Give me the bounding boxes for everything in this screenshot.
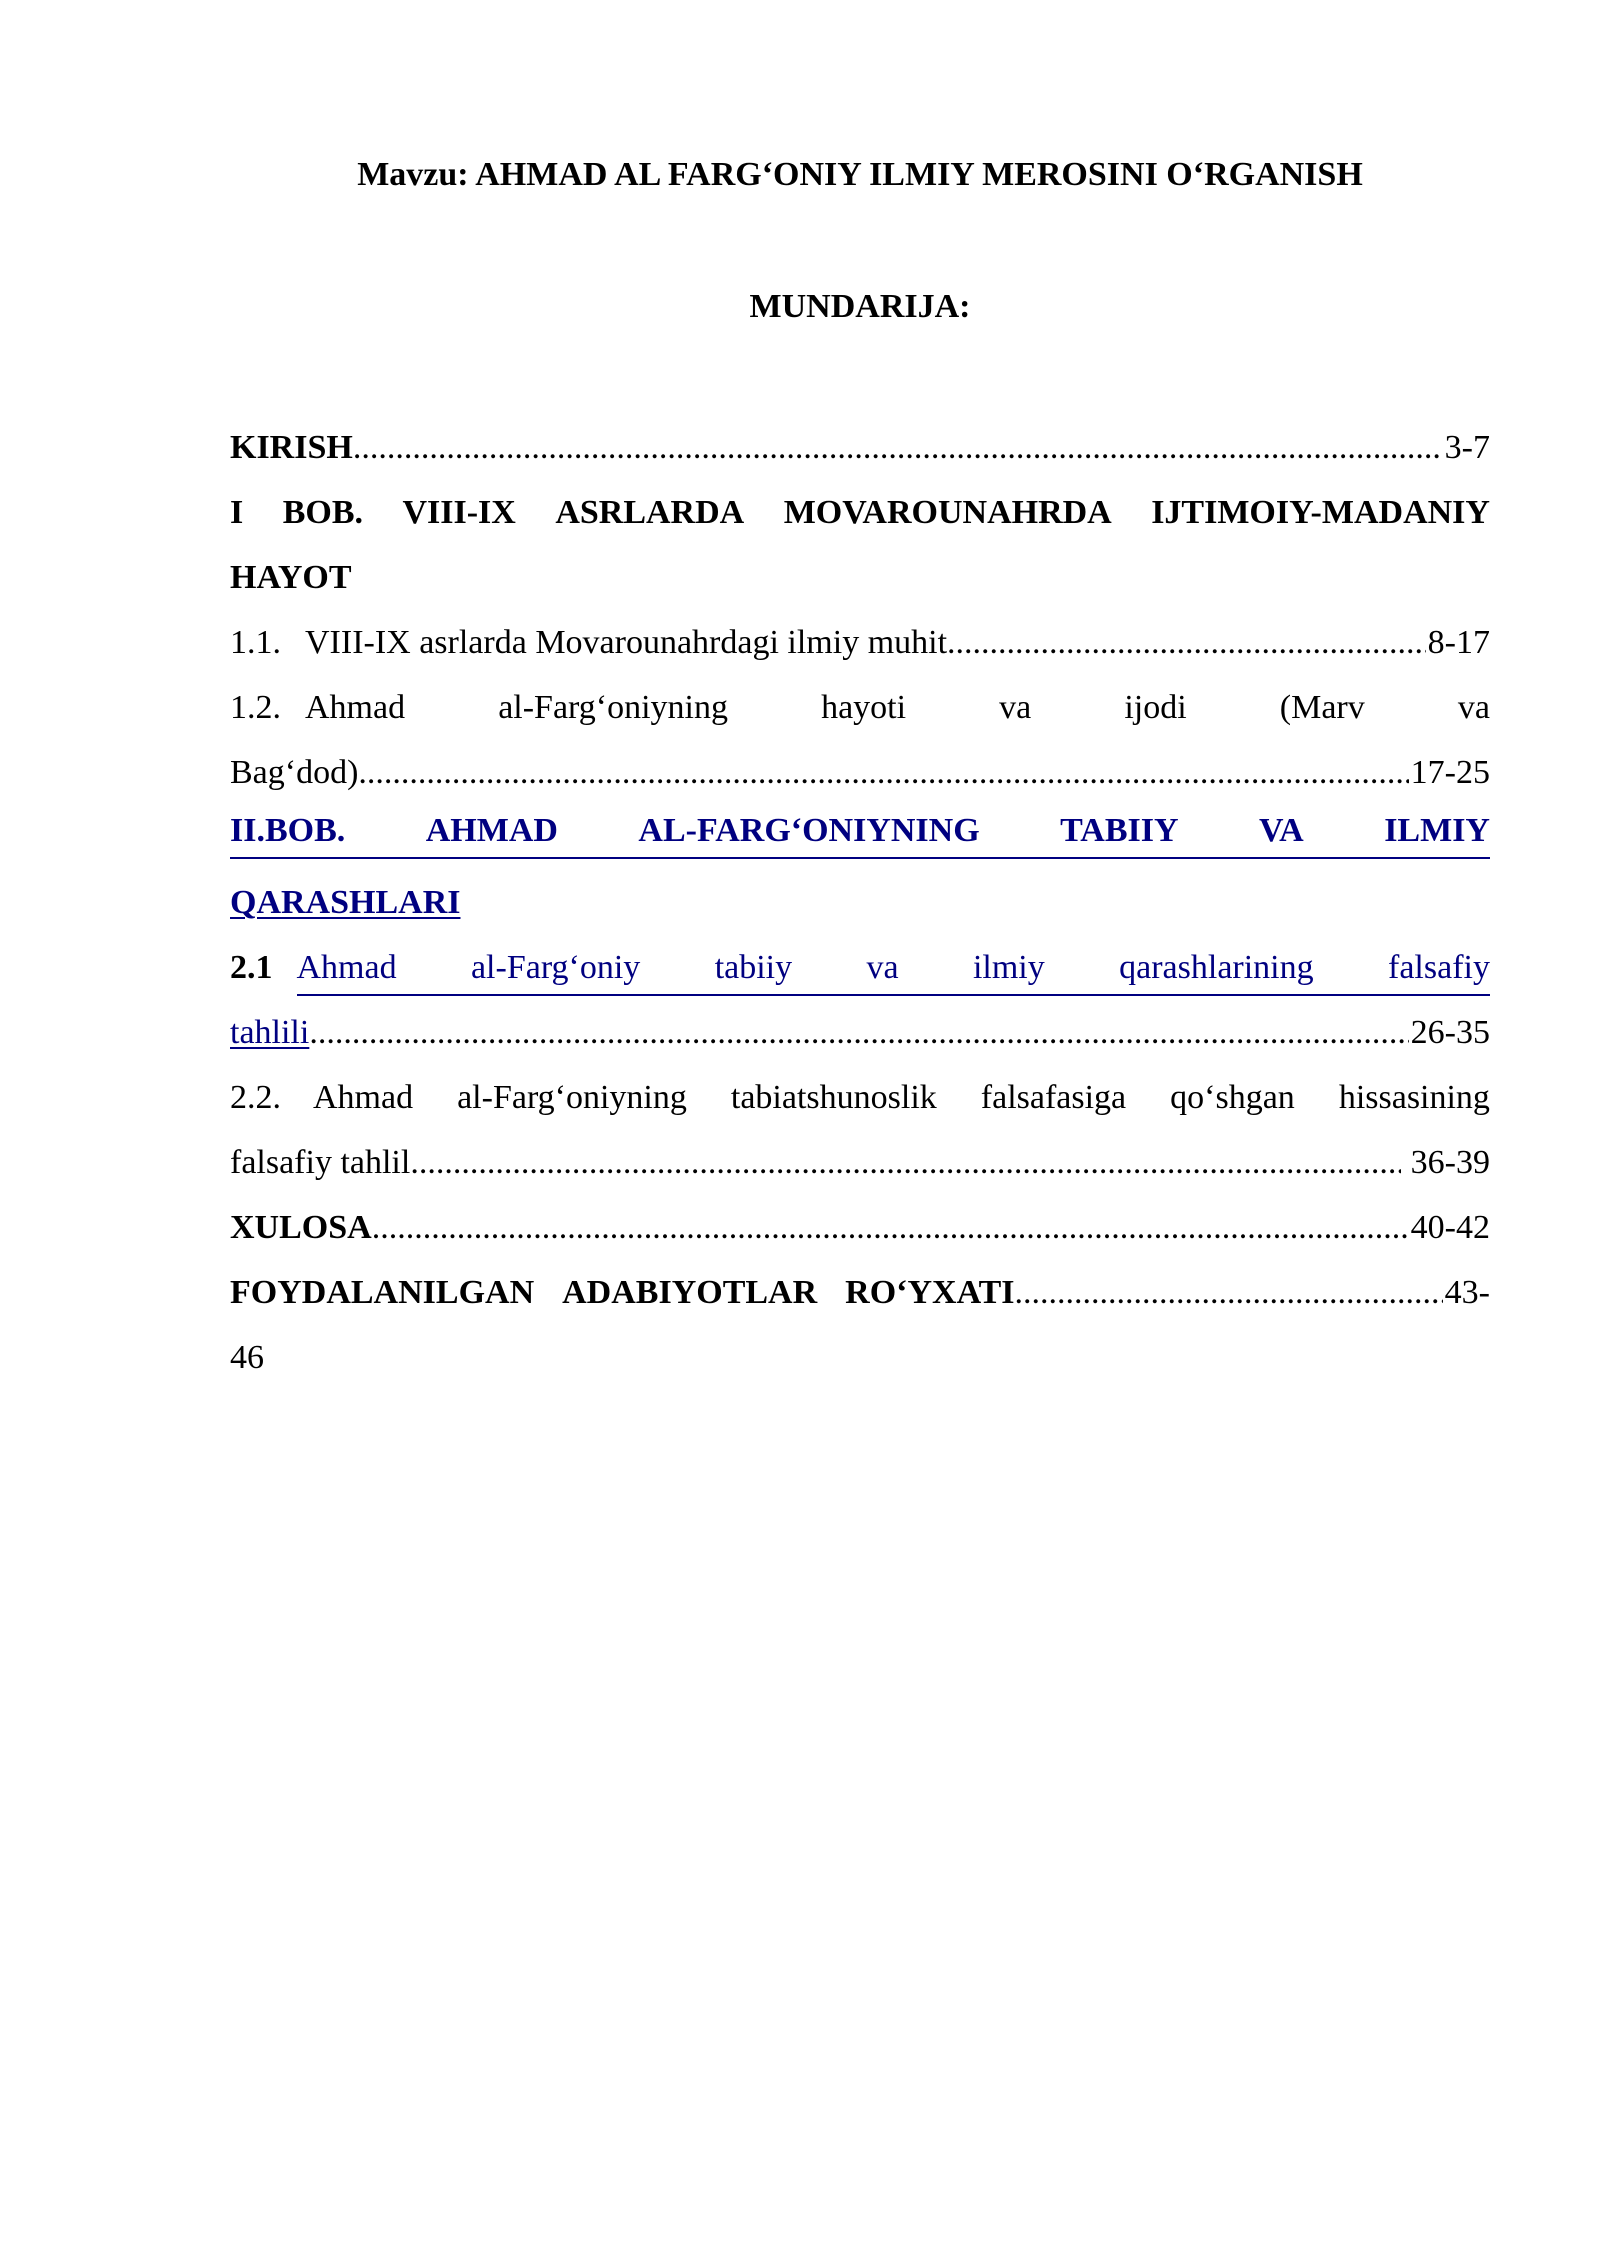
section-2-1-link[interactable]: [297, 942, 1491, 996]
entry-word: hissasining: [1338, 1079, 1490, 1116]
dot-leader: [309, 1000, 1408, 1065]
toc-page-range: 40-42: [1410, 1209, 1490, 1246]
entry-word: hayoti: [821, 689, 907, 726]
toc-page-range: 43-: [1444, 1274, 1490, 1311]
chapter-2-link-underline[interactable]: [230, 805, 1490, 859]
toc-entry-label-word: ADABIYOTLAR: [562, 1274, 818, 1311]
entry-word: va: [999, 689, 1032, 726]
heading-word: BOB.: [282, 494, 364, 531]
toc-chapter-1-heading[interactable]: [230, 480, 1490, 545]
section-number: 1.1.: [230, 624, 281, 661]
toc-entry-1-1[interactable]: [230, 610, 1490, 675]
entry-word: va: [1457, 689, 1490, 726]
heading-word: MOVAROUNAHRDA: [783, 494, 1112, 531]
toc-entry-label-word: RO‘YXATI: [845, 1274, 1015, 1311]
heading-word: IJTIMOIY-MADANIY: [1151, 494, 1490, 531]
section-number: 2.1: [230, 949, 273, 986]
toc-chapter-2-heading-link-continued[interactable]: [230, 870, 1490, 935]
link-word[interactable]: QARASHLARI: [230, 884, 461, 921]
dot-leader: [947, 610, 1426, 675]
toc-page-range: 36-39: [1410, 1144, 1490, 1181]
toc-entry-2-1-continued: [230, 1000, 1490, 1065]
table-of-contents: [230, 415, 1490, 1390]
link-word: VA: [1259, 812, 1304, 849]
entry-word: Ahmad: [313, 1079, 414, 1116]
toc-page-range: 26-35: [1410, 1014, 1490, 1051]
toc-entry-2-1[interactable]: [230, 935, 1490, 1000]
toc-entry-kirish[interactable]: [230, 415, 1490, 480]
section-number: 2.2.: [230, 1079, 281, 1116]
heading-word: HAYOT: [230, 559, 352, 596]
link-word: falsafiy: [1388, 949, 1490, 986]
toc-entry-label: KIRISH: [230, 429, 353, 466]
link-word: AHMAD: [425, 812, 558, 849]
toc-entry-bibliography-continued: [230, 1325, 1490, 1390]
toc-page-range: 17-25: [1410, 754, 1490, 791]
toc-chapter-1-heading-continued: [230, 545, 1490, 610]
link-word: ILMIY: [1384, 812, 1490, 849]
toc-entry-label: falsafiy tahlil: [230, 1144, 411, 1181]
toc-entry-label: Bag‘dod): [230, 754, 359, 791]
heading-word: VIII-IX: [402, 494, 516, 531]
toc-entry-label-word: FOYDALANILGAN: [230, 1274, 535, 1311]
link-word: ilmiy: [972, 949, 1045, 986]
entry-word: al-Farg‘oniyning: [498, 689, 728, 726]
dot-leader: [372, 1195, 1409, 1260]
link-word: qarashlarining: [1119, 949, 1314, 986]
heading-word: I: [230, 494, 244, 531]
toc-entry-1-2-continued: [230, 740, 1490, 805]
toc-chapter-2-heading-link[interactable]: [230, 805, 1490, 870]
toc-entry-label: VIII-IX asrlarda Movarounahrdagi ilmiy muhit: [305, 624, 948, 661]
heading-word: ASRLARDA: [555, 494, 745, 531]
link-word: AL-FARG‘ONIYNING: [638, 812, 980, 849]
entry-word: qo‘shgan: [1170, 1079, 1295, 1116]
link-word: va: [866, 949, 899, 986]
document-title: Mavzu: AHMAD AL FARG‘ONIY ILMIY MEROSINI O‘RGANISH: [357, 156, 1363, 193]
toc-entry-1-2[interactable]: [230, 675, 1490, 740]
dot-leader: [410, 1130, 1400, 1195]
dot-leader: [1015, 1260, 1443, 1325]
entry-word: tabiatshunoslik: [730, 1079, 937, 1116]
entry-word: ijodi: [1124, 689, 1187, 726]
entry-word: Ahmad: [305, 689, 406, 726]
dot-leader: [358, 740, 1408, 805]
section-number: 1.2.: [230, 689, 281, 726]
toc-heading: MUNDARIJA:: [749, 288, 971, 325]
entry-word: falsafasiga: [980, 1079, 1127, 1116]
toc-page-range: 8-17: [1427, 624, 1490, 661]
dot-leader: [353, 415, 1443, 480]
toc-entry-bibliography[interactable]: [230, 1260, 1490, 1325]
entry-word: (Marv: [1279, 689, 1365, 726]
link-word: al-Farg‘oniy: [470, 949, 641, 986]
toc-page-range-continued: 46: [230, 1339, 264, 1376]
link-word: Ahmad: [296, 949, 397, 986]
toc-entry-2-2[interactable]: [230, 1065, 1490, 1130]
entry-word: al-Farg‘oniyning: [457, 1079, 687, 1116]
link-word: II.BOB.: [230, 812, 346, 849]
toc-page-range: 3-7: [1444, 429, 1490, 466]
toc-entry-2-2-continued: [230, 1130, 1490, 1195]
link-word[interactable]: tahlili: [230, 1014, 310, 1051]
toc-entry-xulosa[interactable]: [230, 1195, 1490, 1260]
link-word: TABIIY: [1060, 812, 1179, 849]
toc-entry-label: XULOSA: [230, 1209, 372, 1246]
link-word: tabiiy: [714, 949, 793, 986]
